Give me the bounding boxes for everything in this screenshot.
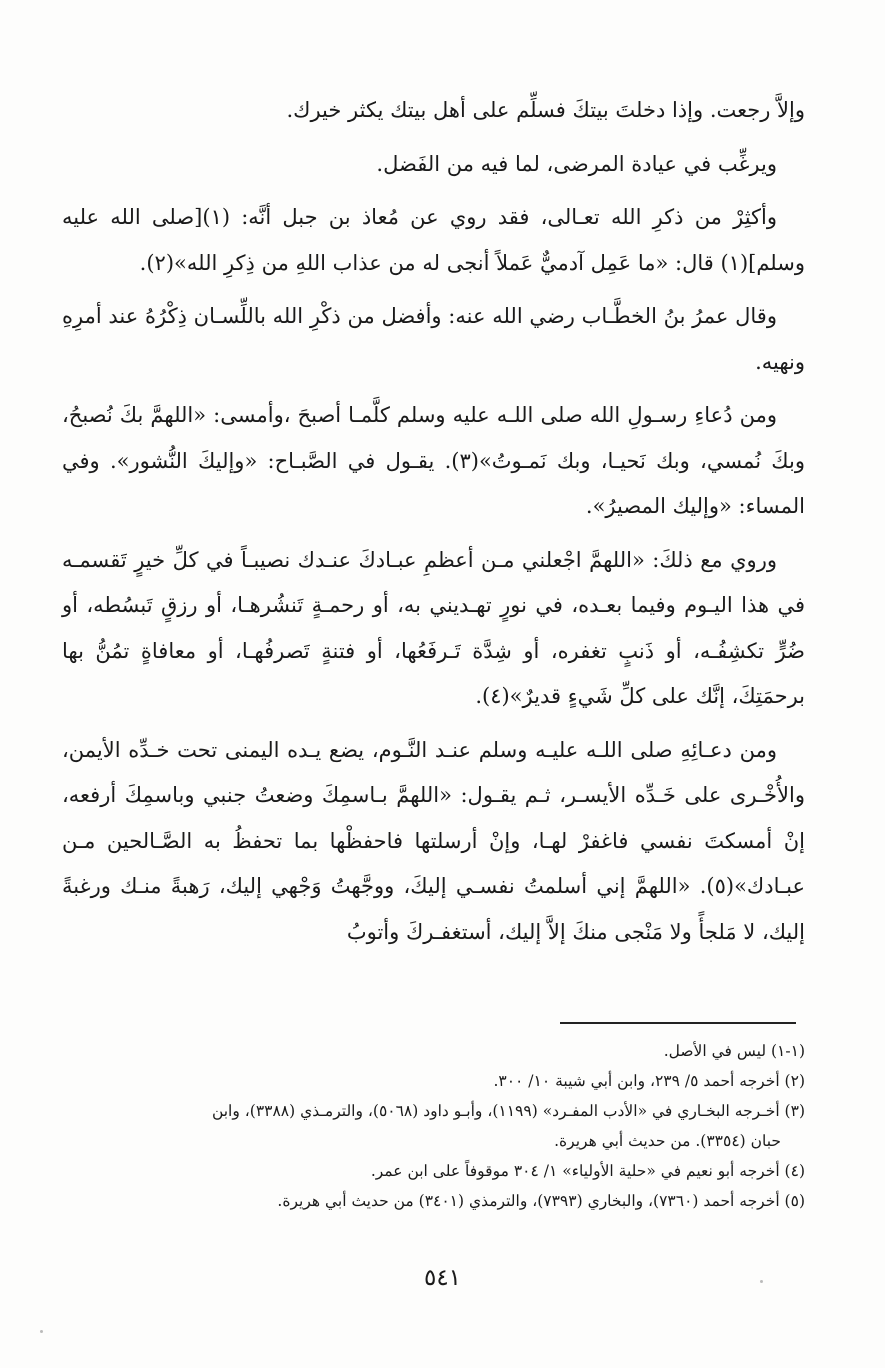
footnote-divider: [560, 1022, 796, 1024]
paragraph-1: وإلاَّ رجعت. وإذا دخلتَ بيتكَ فسلِّم على أهل بيتك يكثر خيرك.: [286, 98, 805, 122]
footnote-4: (٤) أخرجه أبو نعيم في «حلية الأولياء» ١/ ٣٠٤ موقوفاً على ابن عمر.: [370, 1162, 805, 1180]
paragraph-7: ومن دعـائِهِ صلى اللـه عليـه وسلم عنـد النَّـوم، يضع يـده اليمنى تحت خـدِّه الأيمن، والأُخْـرى على خَـدِّه الأيسـر، ثـم يقـول: «اللهمَّ بـاسمِكَ وضعتُ جنبي وباسمِكَ أرفعه، إنْ أمسكتَ نفسي فاغفرْ لهـا، وإنْ أرسلتها فاحفظْها بما تحفظُ به الصَّـالحين مـن عبـادك»(٥). «اللهمَّ إني أسلمتُ نفسـي إليكَ، ووجَّهتُ وَجْهي إليك، رَهبةً منـك ورغبةً إليك، لا مَلجأً ولا مَنْجى منكَ إلاَّ إليك، أستغفـركَ وأتوبُ: [62, 737, 805, 944]
paragraph-3: وأكثِرْ من ذكرِ الله تعـالى، فقد روي عن مُعاذ بن جبل أنَّه: (١)[صلى الله عليه وسلم](١) قال: «ما عَمِل آدميٌّ عَملاً أنجى له من عذاب اللهِ من ذِكرِ الله»(٢).: [62, 205, 805, 275]
paragraph-5: ومن دُعاءِ رسـولِ الله صلى اللـه عليه وسلم كلَّمـا أصبحَ ،وأمسى: «اللهمَّ بكَ نُصبحُ، وبكَ نُمسي، وبك نَحيـا، وبك نَمـوتُ»(٣). يقـول في الصَّبـاح: «وإليكَ النُّشور». وفي المساء: «وإليك المصيرُ».: [62, 403, 805, 518]
footnote-5: (٥) أخرجه أحمد (٧٣٦٠)، والبخاري (٧٣٩٣)، والترمذي (٣٤٠١) من حديث أبي هريرة.: [277, 1192, 805, 1210]
main-text: [62, 88, 805, 963]
scan-speck: [760, 1280, 763, 1283]
footnote-1: (١-١) ليس في الأصل.: [663, 1042, 805, 1060]
page-number: ٥٤١: [423, 1265, 462, 1291]
paragraph-6: وروي مع ذلكَ: «اللهمَّ اجْعلني مـن أعظمِ عبـادكَ عنـدك نصيبـاً في كلِّ خيرٍ تَقسمـه في هذا اليـوم وفيما بعـده، في نورٍ تهـديني به، أو رحمـةٍ تَنشُرهـا، أو رزقٍ تَبسُطه، أو ضُرٍّ تكشِفُـه، أو ذَنبٍ تغفره، أو شِدَّة تَـرفَعُها، أو فتنةٍ تَصرفُهـا، أو معافاةٍ تمُنُّ بها برحمَتِكَ، إنَّك على كلِّ شَيءٍ قديرٌ»(٤).: [62, 547, 805, 708]
footnote-3-continued: حبان (٣٣٥٤). من حديث أبي هريرة.: [554, 1132, 781, 1150]
footnote-3: (٣) أخـرجه البخـاري في «الأدب المفـرد» (١١٩٩)، وأبـو داود (٥٠٦٨)، والترمـذي (٣٣٨٨)، وابن: [211, 1102, 805, 1120]
footnotes: [62, 1036, 805, 1216]
paragraph-2: ويرغِّب في عيادة المرضى، لما فيه من الفَضل.: [376, 151, 777, 176]
footnote-2: (٢) أخرجه أحمد ٥/ ٢٣٩، وابن أبي شيبة ١٠/ ٣٠٠.: [493, 1072, 805, 1090]
paragraph-4: وقال عمرُ بنُ الخطَّـاب رضي الله عنه: وأفضل من ذكْرِ الله باللِّسـان ذِكْرُهُ عند أمرِهِ ونهيه.: [62, 304, 805, 374]
scan-speck: [40, 1330, 43, 1333]
